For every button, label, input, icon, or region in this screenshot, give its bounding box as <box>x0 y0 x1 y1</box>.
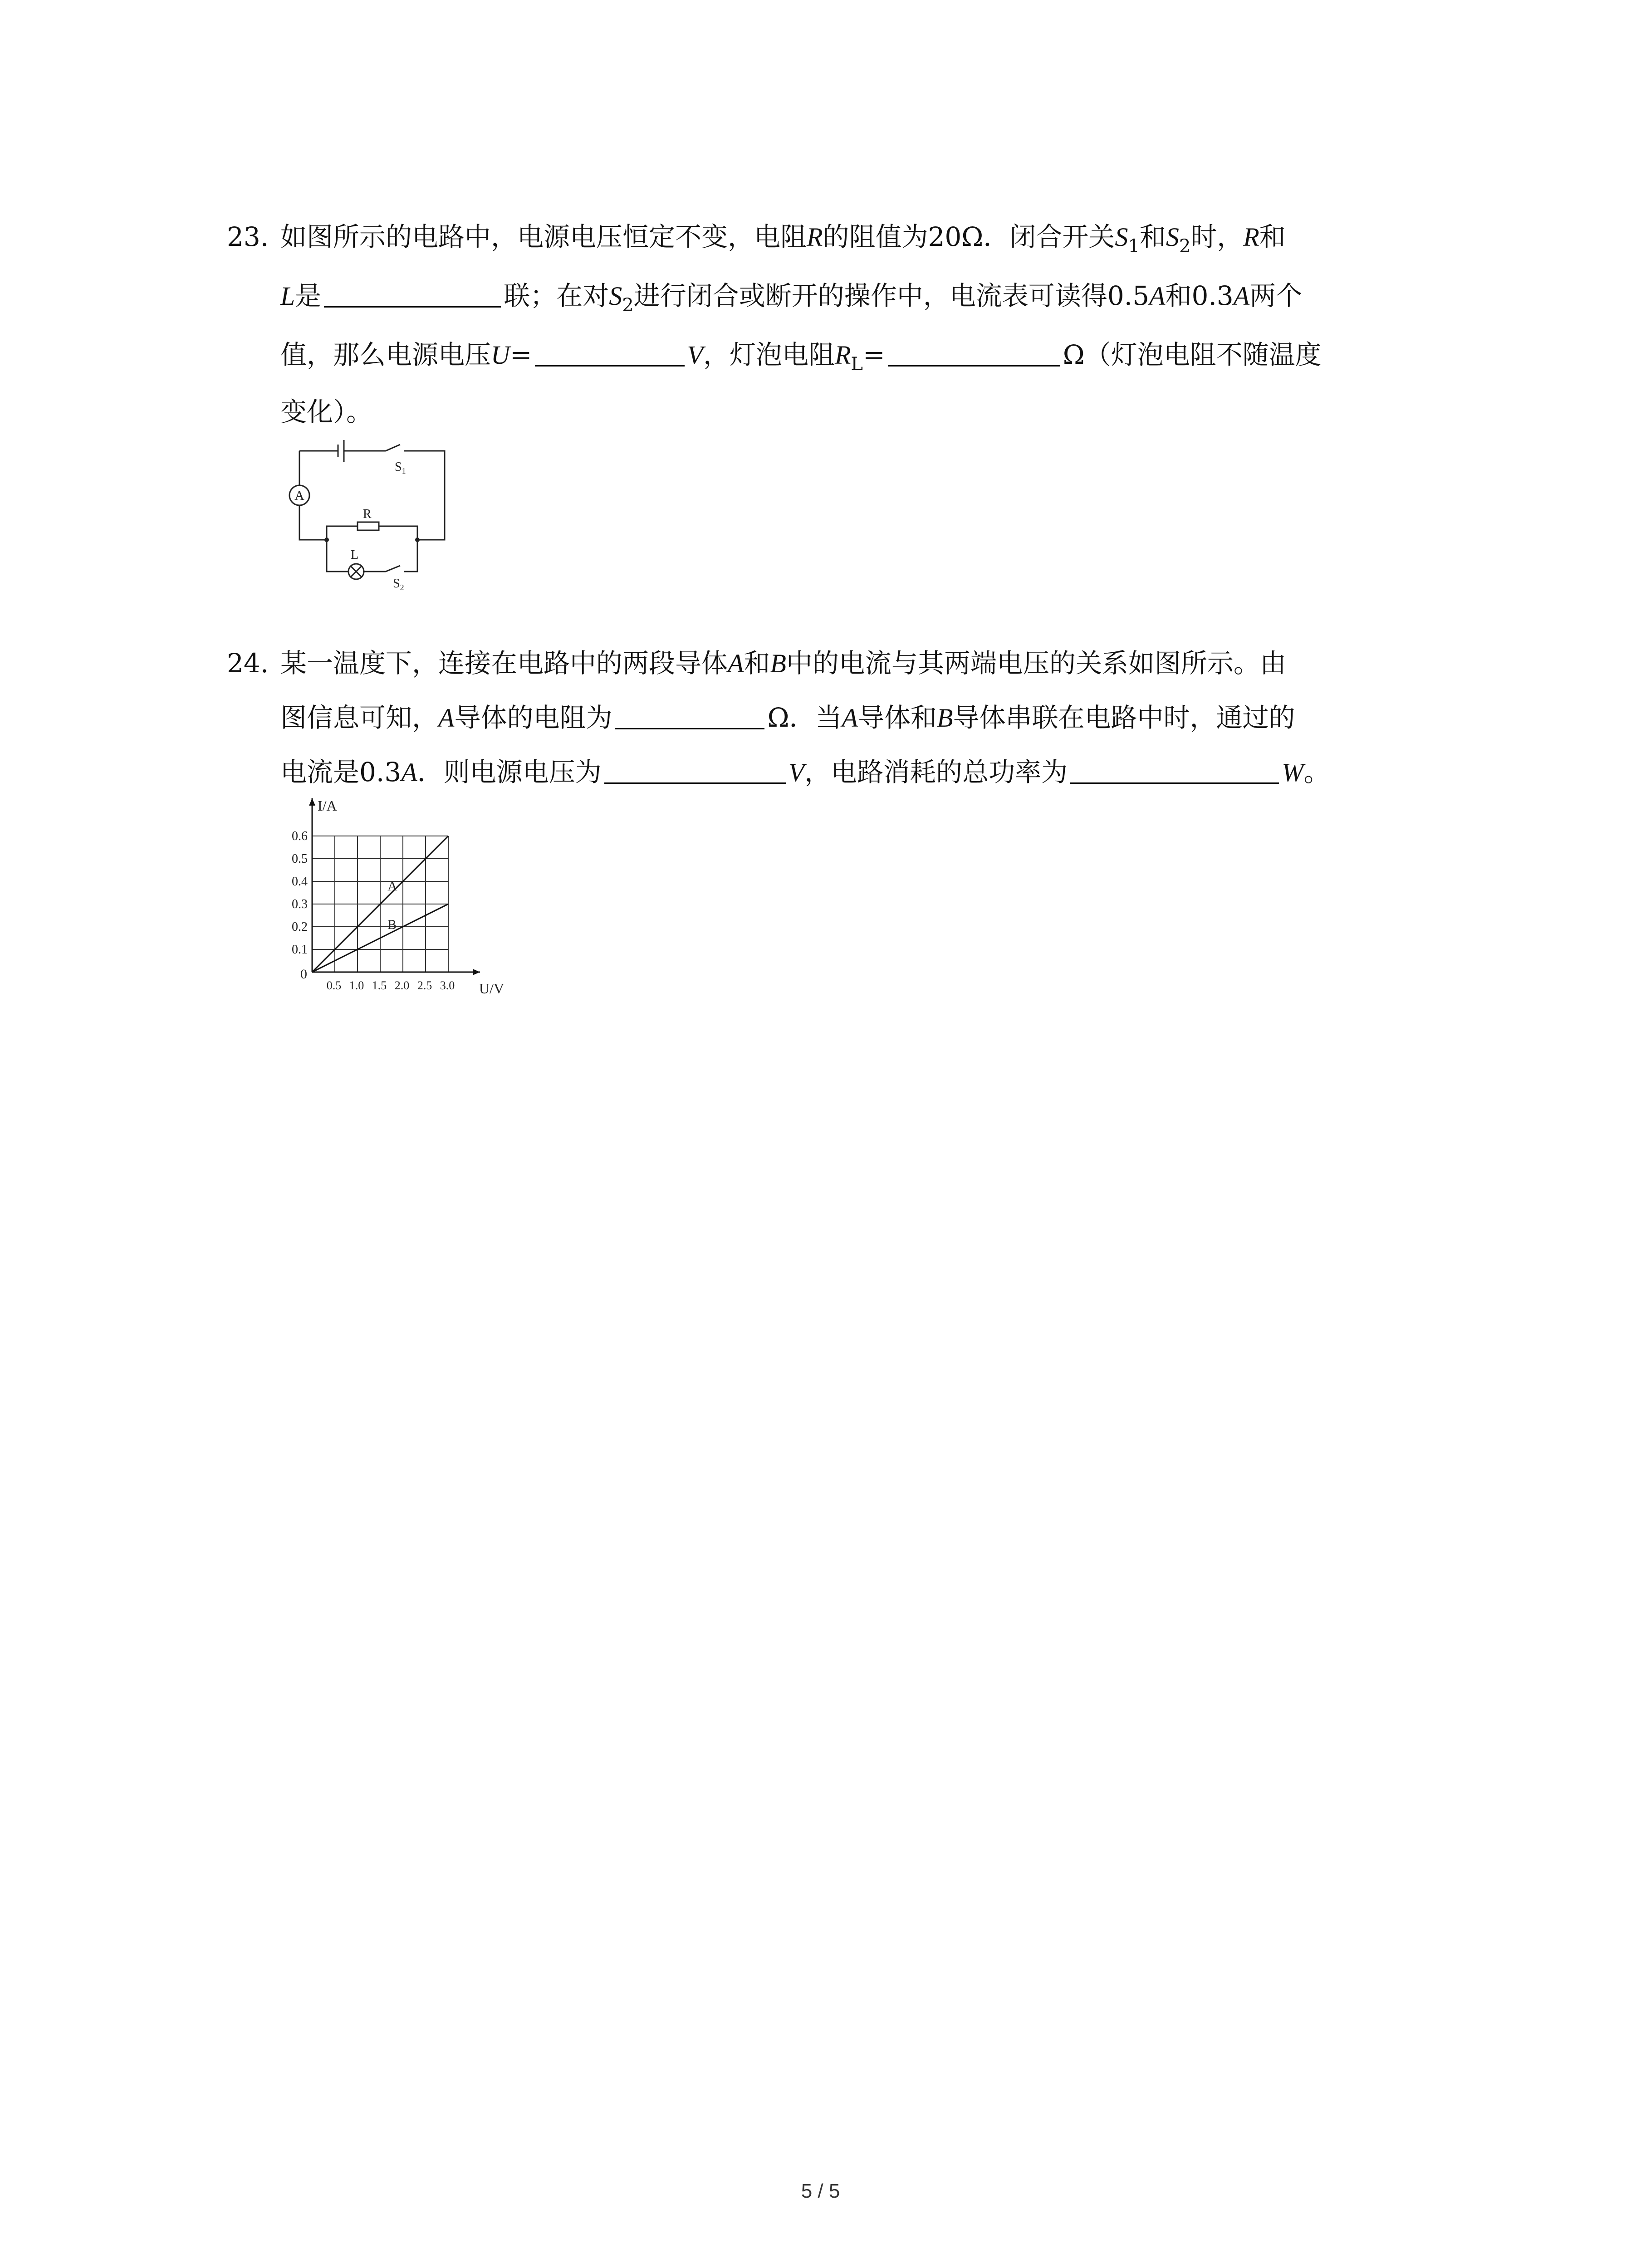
q24-line-3: 电流是0.3A．则电源电压为 V，电路消耗的总功率为 W。 <box>280 754 1330 791</box>
x-axis-label: U/V <box>479 980 505 997</box>
lamp-cross-icon <box>351 566 362 577</box>
s2-label: $S_2$ <box>393 577 404 590</box>
page-number: 5 / 5 <box>801 2180 840 2202</box>
x-tick-label: 1.0 <box>349 979 364 992</box>
q24-blank-resistance-a[interactable] <box>615 701 764 729</box>
q24-blank-total-power[interactable] <box>1070 755 1279 784</box>
y-axis-arrow-icon <box>309 798 315 806</box>
q23-line-1: 23. 如图所示的电路中，电源电压恒定不变，电阻R的阻值为20Ω．闭合开关$S_1$和$S_2$时，R和 <box>227 219 1286 255</box>
q24-number: 24. <box>227 648 269 679</box>
l-label: L <box>351 548 359 562</box>
s1-label: $S_1$ <box>395 460 406 475</box>
series-label-b: B <box>387 917 397 932</box>
y-axis-label: I/A <box>318 797 337 814</box>
junction-right-dot <box>415 538 420 542</box>
y-tick-label: 0.2 <box>292 920 308 934</box>
q23-line-4: 变化）。 <box>280 396 373 427</box>
circuit-diagram <box>281 435 463 590</box>
q24-blank-source-voltage[interactable] <box>604 755 786 784</box>
wire-bottom-right <box>404 540 417 572</box>
battery-icon <box>338 440 344 462</box>
y-tick-label: 0.3 <box>292 897 308 911</box>
x-tick-label: 3.0 <box>440 979 455 992</box>
ammeter-label: A <box>294 488 304 503</box>
origin-label: 0 <box>300 967 307 982</box>
y-tick-label: 0.1 <box>292 943 308 957</box>
x-axis-arrow-icon <box>473 969 480 975</box>
junction-left-dot <box>324 538 329 542</box>
y-tick-label: 0.4 <box>292 875 308 889</box>
q24-line-1: 24. 某一温度下，连接在电路中的两段导体A和B中的电流与其两端电压的关系如图所示。由 <box>227 645 1286 682</box>
q23-blank-lamp-resistance[interactable] <box>888 338 1060 367</box>
wire-r-branch <box>327 526 417 540</box>
iu-chart <box>272 792 526 1005</box>
x-tick-label: 1.5 <box>372 979 387 992</box>
y-tick-label: 0.6 <box>292 829 308 843</box>
x-tick-label: 2.5 <box>417 979 432 992</box>
x-tick-label: 0.5 <box>326 979 342 992</box>
switch-s1-icon <box>386 445 400 451</box>
r-label: R <box>363 507 372 521</box>
x-tick-label: 2.0 <box>394 979 410 992</box>
series-label-a: A <box>387 879 397 894</box>
q23-blank-connection-type[interactable] <box>324 279 501 308</box>
q23-blank-voltage[interactable] <box>535 338 685 367</box>
q23-line-3: 值，那么电源电压U= V，灯泡电阻$R_L= \Omega$（灯泡电阻不随温度 <box>280 337 1322 373</box>
resistor-icon <box>358 522 379 530</box>
q24-line-2: 图信息可知，A导体的电阻为 Ω．当A导体和B导体串联在电路中时，通过的 <box>280 699 1295 736</box>
q23-line-2: L是 联；在对$S_2$进行闭合或断开的操作中，电流表可读得0.5A和0.3A两个 <box>280 278 1302 314</box>
switch-s2-icon <box>386 566 400 572</box>
y-tick-label: 0.5 <box>292 852 308 866</box>
q23-number: 23. <box>227 221 269 252</box>
